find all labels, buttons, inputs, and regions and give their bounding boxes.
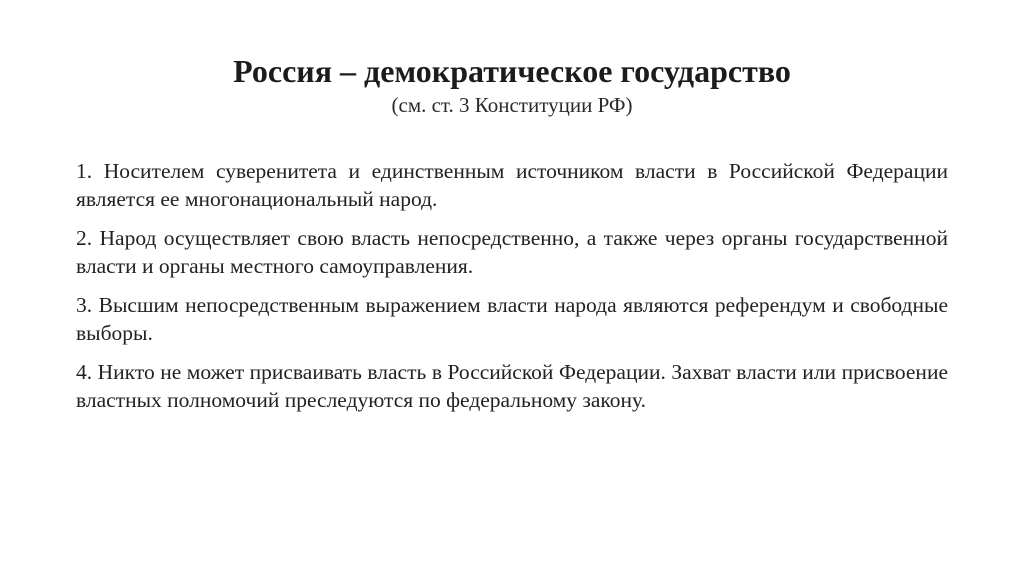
paragraph-2: 2. Народ осуществляет свою власть непосредственно, а также через органы государственной власти и органы местного самоуправления. bbox=[76, 226, 948, 278]
paragraph-4: 4. Никто не может присваивать власть в Российской Федерации. Захват власти или присвоение властных полномочий преследуются по федеральному закону. bbox=[76, 360, 948, 412]
slide-body bbox=[76, 157, 948, 425]
paragraph-1: 1. Носителем суверенитета и единственным источником власти в Российской Федерации является ее многонациональный народ. bbox=[76, 159, 948, 211]
slide-subtitle: (см. ст. 3 Конституции РФ) bbox=[391, 93, 633, 117]
slide-title: Россия – демократическое государство bbox=[233, 53, 791, 89]
paragraph-3: 3. Высшим непосредственным выражением власти народа являются референдум и свободные выборы. bbox=[76, 293, 948, 345]
